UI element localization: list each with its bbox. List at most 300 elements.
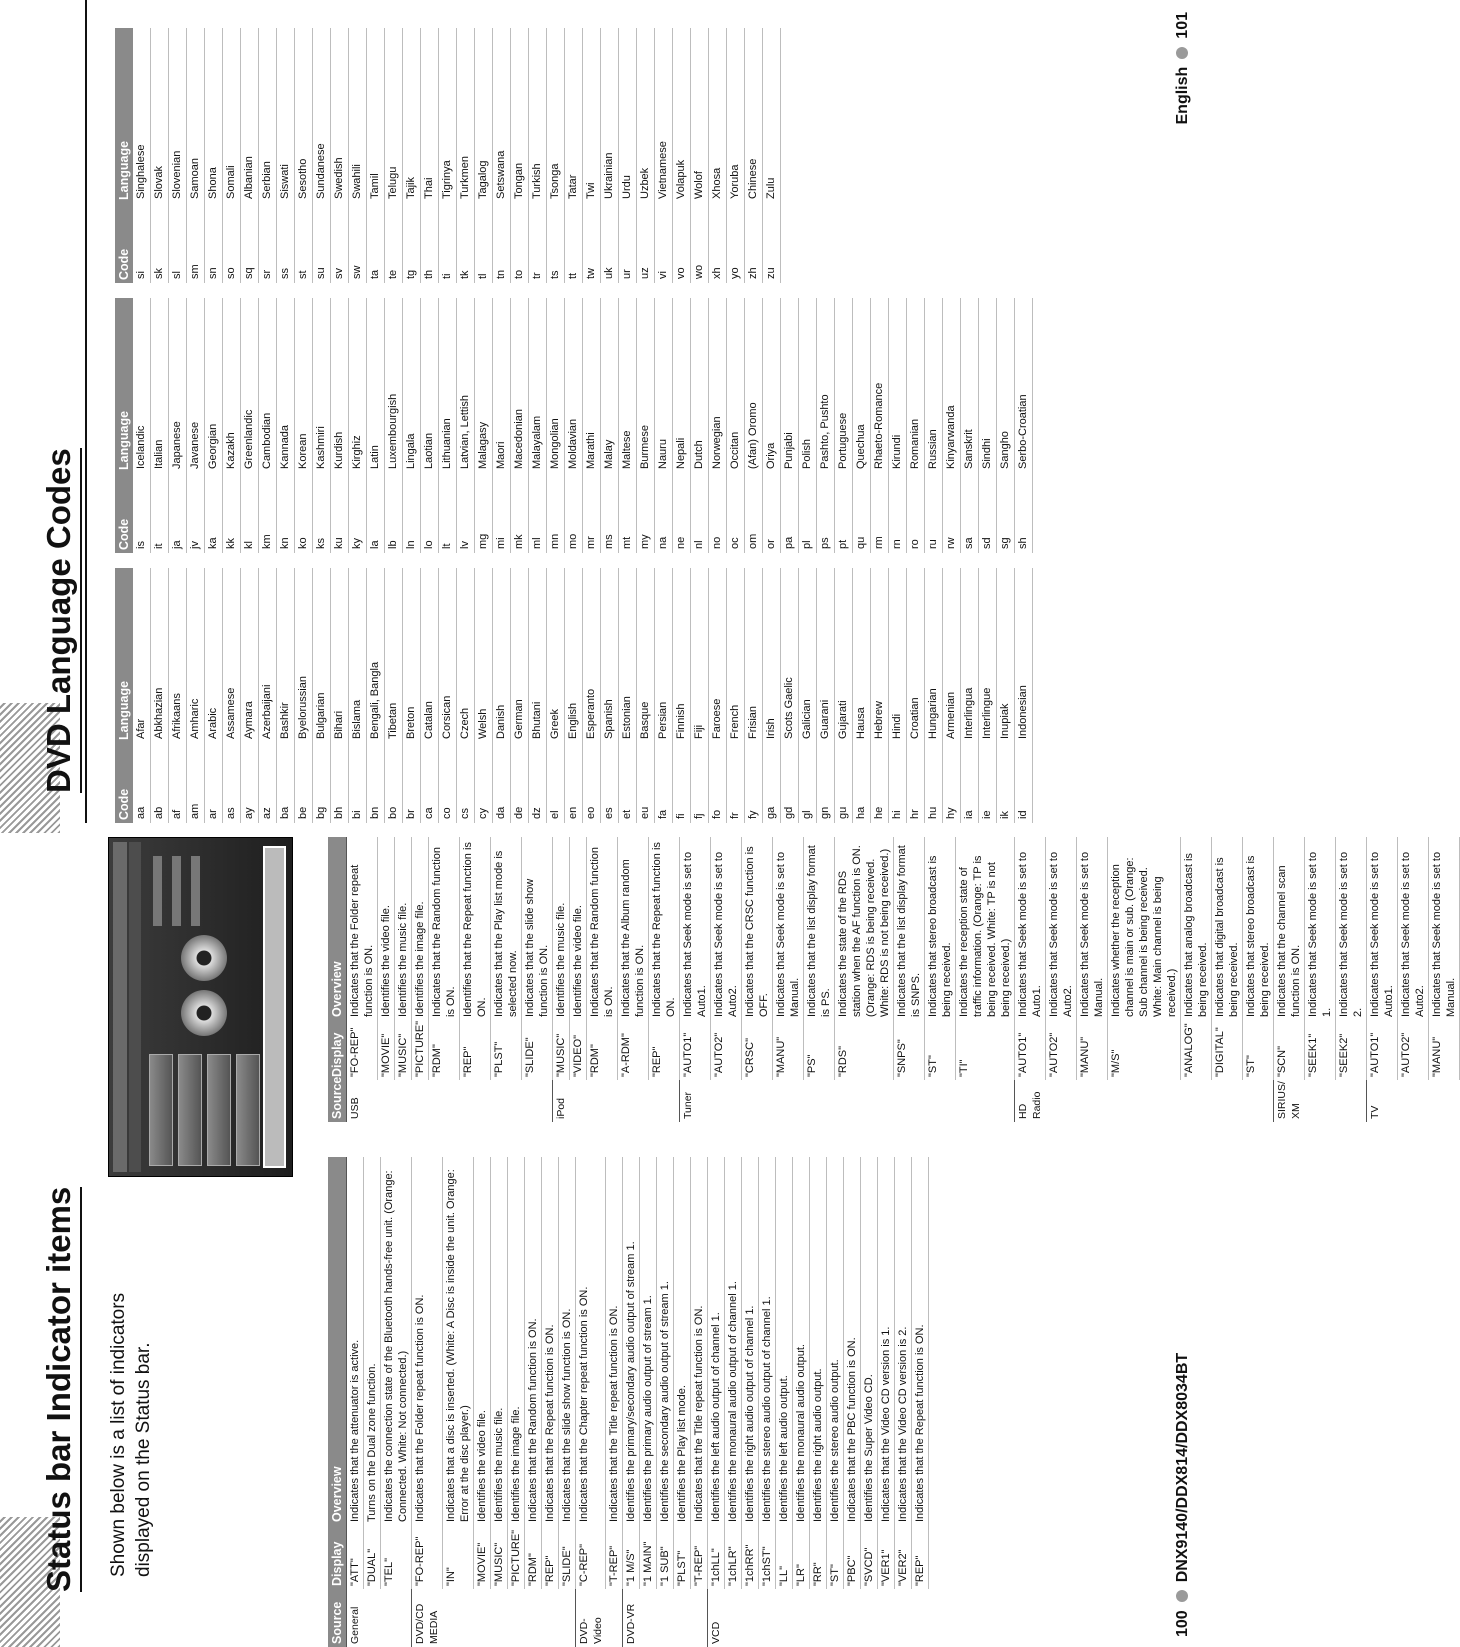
column-header-code: Code — [115, 473, 133, 553]
language-name: Occitan — [727, 298, 745, 473]
language-code: ia — [961, 743, 979, 823]
language-name: Cambodian — [259, 298, 277, 473]
table-row — [745, 298, 763, 553]
footer-language: English — [1174, 66, 1191, 125]
source-cell — [541, 1589, 558, 1647]
table-row — [277, 568, 295, 823]
status-indicator-table-continued — [328, 837, 1460, 1122]
table-row — [565, 298, 583, 553]
table-row — [364, 1157, 381, 1647]
language-code: ps — [817, 473, 835, 553]
language-name: Latin — [367, 298, 385, 473]
table-row — [587, 837, 618, 1122]
table-row — [691, 28, 709, 283]
source-cell — [522, 1080, 553, 1122]
language-code: tt — [565, 203, 583, 283]
language-name: Finnish — [673, 568, 691, 743]
screen-tabs — [129, 842, 141, 1172]
table-row — [1336, 837, 1367, 1122]
language-code: fa — [655, 743, 673, 823]
overview-cell: Indicates that the Album random function is ON. — [618, 837, 649, 1020]
source-cell — [507, 1589, 524, 1647]
language-name: Tajik — [403, 28, 421, 203]
source-cell — [1305, 1080, 1336, 1122]
screen-list — [149, 1054, 265, 1166]
overview-cell: Identifies the monaural audio output. — [793, 1157, 810, 1525]
overview-cell: Indicates that the Repeat function is ON. — [649, 837, 680, 1020]
table-row — [680, 837, 711, 1122]
table-row — [439, 568, 457, 823]
language-code: ml — [529, 473, 547, 553]
language-code: lo — [421, 473, 439, 553]
table-row — [457, 28, 475, 283]
language-code: ja — [169, 473, 187, 553]
language-code: ha — [853, 743, 871, 823]
language-name: Shona — [205, 28, 223, 203]
display-cell: "REP" — [541, 1525, 558, 1589]
language-name: Nepali — [673, 298, 691, 473]
page-title: Status bar Indicator items — [40, 1187, 82, 1592]
table-row — [763, 28, 781, 283]
table-row — [781, 568, 799, 823]
language-code: pt — [835, 473, 853, 553]
table-row — [349, 28, 367, 283]
source-cell — [1243, 1080, 1274, 1122]
table-row — [295, 28, 313, 283]
table-row — [708, 1157, 725, 1647]
language-name: Gujarati — [835, 568, 853, 743]
display-cell: "ST" — [925, 1020, 956, 1080]
language-code: ru — [925, 473, 943, 553]
language-name: Laotian — [421, 298, 439, 473]
overview-cell: Indicates that stereo broadcast is being received. — [1243, 837, 1274, 1020]
language-name: Thai — [421, 28, 439, 203]
overview-cell: Indicates that the slide show function is ON. — [558, 1157, 575, 1525]
display-cell: "DIGITAL" — [1212, 1020, 1243, 1080]
display-cell: "AUTO2" — [1046, 1020, 1077, 1080]
display-cell: "RR" — [810, 1525, 827, 1589]
overview-cell: Indicates that stereo broadcast is being received. — [925, 837, 956, 1020]
language-name: Corsican — [439, 568, 457, 743]
source-cell — [412, 1080, 429, 1122]
overview-cell: Indicates that the slide show function is ON. — [522, 837, 553, 1020]
language-code: ie — [979, 743, 997, 823]
status-indicator-table — [328, 1157, 929, 1647]
language-name: Ukrainian — [601, 28, 619, 203]
display-cell: "CRSC" — [742, 1020, 773, 1080]
language-code: mi — [493, 473, 511, 553]
table-row — [570, 837, 587, 1122]
display-cell: "VER2" — [895, 1525, 912, 1589]
language-code: su — [313, 203, 331, 283]
table-row — [889, 568, 907, 823]
table-row — [943, 298, 961, 553]
table-row — [763, 568, 781, 823]
table-row — [673, 298, 691, 553]
table-row — [421, 298, 439, 553]
table-row — [827, 1157, 844, 1647]
language-code: ay — [241, 743, 259, 823]
column-header-overview: Overview — [328, 1157, 347, 1525]
language-code: ts — [547, 203, 565, 283]
overview-cell: Indicates that the Video CD version is 2. — [895, 1157, 912, 1525]
source-cell: DVD/CD MEDIA — [412, 1589, 443, 1647]
language-code: eu — [637, 743, 655, 823]
language-code: sh — [1015, 473, 1033, 553]
overview-cell: Identifies the left audio output. — [776, 1157, 793, 1525]
language-code: gn — [817, 743, 835, 823]
language-name: Amharic — [187, 568, 205, 743]
table-row — [547, 298, 565, 553]
language-name: Interlingue — [979, 568, 997, 743]
display-cell: "1chLR" — [725, 1525, 742, 1589]
language-code: tg — [403, 203, 421, 283]
table-row — [522, 837, 553, 1122]
table-row — [619, 298, 637, 553]
table-row — [403, 298, 421, 553]
status-bar-screenshot — [108, 837, 293, 1177]
table-row — [759, 1157, 776, 1647]
table-row — [637, 568, 655, 823]
overview-cell: Identifies the right audio output. — [810, 1157, 827, 1525]
table-row — [956, 837, 1015, 1122]
language-code: it — [151, 473, 169, 553]
language-code: fi — [673, 743, 691, 823]
overview-cell: Indicates that the Title repeat function is ON. — [606, 1157, 623, 1525]
overview-cell: Indicates that a disc is inserted. (White: A Disc is inside the unit. Orange: Error at the disc player.) — [442, 1157, 473, 1525]
overview-cell: Indicates that the Folder repeat function is ON. — [412, 1157, 443, 1525]
overview-cell: Indicates that the Play list mode is selected now. — [491, 837, 522, 1020]
table-row — [745, 568, 763, 823]
language-code: sd — [979, 473, 997, 553]
language-name: Pashto, Pushto — [817, 298, 835, 473]
table-row — [742, 1157, 759, 1647]
table-row — [912, 1157, 929, 1647]
table-row — [709, 298, 727, 553]
table-row — [439, 28, 457, 283]
table-row — [331, 298, 349, 553]
table-row — [493, 568, 511, 823]
table-row — [313, 298, 331, 553]
table-row — [727, 568, 745, 823]
table-row — [460, 837, 491, 1122]
source-cell: TV — [1367, 1080, 1398, 1122]
language-name: Afar — [133, 568, 151, 743]
table-row — [187, 298, 205, 553]
language-code: fy — [745, 743, 763, 823]
source-cell: Tuner — [680, 1080, 711, 1122]
language-code: sg — [997, 473, 1015, 553]
language-code: uk — [601, 203, 619, 283]
display-cell: "SCN" — [1274, 1020, 1305, 1080]
language-name: Xhosa — [709, 28, 727, 203]
overview-cell: Indicates that the Repeat function is ON. — [541, 1157, 558, 1525]
table-row — [457, 568, 475, 823]
overview-cell: Identifies the Super Video CD. — [861, 1157, 878, 1525]
column-header-code: Code — [115, 743, 133, 823]
language-name: Czech — [457, 568, 475, 743]
display-cell: "MANU" — [1077, 1020, 1108, 1080]
display-cell: "PLST" — [674, 1525, 691, 1589]
language-code: rm — [871, 473, 889, 553]
table-row — [979, 298, 997, 553]
language-name: Croatian — [907, 568, 925, 743]
language-code: sn — [205, 203, 223, 283]
language-code: hy — [943, 743, 961, 823]
table-row — [742, 837, 773, 1122]
language-code: tn — [493, 203, 511, 283]
right-page — [0, 0, 1209, 823]
language-code: ms — [601, 473, 619, 553]
source-cell — [725, 1589, 742, 1647]
table-row — [133, 298, 151, 553]
display-cell: "SNPS" — [894, 1020, 925, 1080]
source-cell — [895, 1589, 912, 1647]
table-row — [674, 1157, 691, 1647]
table-row — [1305, 837, 1336, 1122]
language-name: Kurdish — [331, 298, 349, 473]
language-name: Korean — [295, 298, 313, 473]
language-name: Rhaeto-Romance — [871, 298, 889, 473]
overview-cell: Indicates the reception state of traffic information. (Orange: TP is being received. White: TP is not being received.) — [956, 837, 1015, 1020]
display-cell: "ST" — [1243, 1020, 1274, 1080]
table-row — [511, 568, 529, 823]
language-name: Greenlandic — [241, 298, 259, 473]
table-row — [565, 28, 583, 283]
overview-cell: Identifies the Play list mode. — [674, 1157, 691, 1525]
source-cell — [759, 1589, 776, 1647]
language-name: Burmese — [637, 298, 655, 473]
overview-cell: Indicates that the Random function is ON. — [429, 837, 460, 1020]
language-code: ca — [421, 743, 439, 823]
overview-cell: Identifies the image file. — [412, 837, 429, 1020]
table-row — [412, 837, 429, 1122]
language-code: mo — [565, 473, 583, 553]
language-name: Marathi — [583, 298, 601, 473]
table-row — [169, 298, 187, 553]
status-bar-highlight — [263, 846, 286, 1168]
table-row — [804, 837, 835, 1122]
language-code: eo — [583, 743, 601, 823]
table-row — [133, 28, 151, 283]
display-cell: "REP" — [912, 1525, 929, 1589]
table-row — [601, 28, 619, 283]
language-name: Bengali, Bangla — [367, 568, 385, 743]
language-code: sw — [349, 203, 367, 283]
table-row — [871, 298, 889, 553]
table-row — [961, 568, 979, 823]
table-row — [511, 28, 529, 283]
table-row — [295, 568, 313, 823]
language-code: es — [601, 743, 619, 823]
language-name: Zulu — [763, 28, 781, 203]
table-row — [649, 837, 680, 1122]
overview-cell: Indicates that Seek mode is set to Auto2. — [1046, 837, 1077, 1020]
language-name: Punjabi — [781, 298, 799, 473]
language-name: Tigrinya — [439, 28, 457, 203]
language-code: tl — [475, 203, 493, 283]
table-row — [475, 28, 493, 283]
language-code: jv — [187, 473, 205, 553]
language-name: Latvian, Lettish — [457, 298, 475, 473]
table-row — [691, 568, 709, 823]
column-header-source: Source — [328, 1589, 347, 1647]
column-header-display: Display — [328, 1020, 347, 1080]
language-code: oc — [727, 473, 745, 553]
display-cell: "1chST" — [759, 1525, 776, 1589]
column-header-overview: Overview — [328, 837, 347, 1020]
table-row — [205, 28, 223, 283]
overview-cell: Identifies the secondary audio output of stream 1. — [657, 1157, 674, 1525]
language-name: Frisian — [745, 568, 763, 743]
table-row — [925, 568, 943, 823]
language-name: (Afan) Oromo — [745, 298, 763, 473]
table-row — [745, 28, 763, 283]
language-name: Tibetan — [385, 568, 403, 743]
language-name: Afrikaans — [169, 568, 187, 743]
language-code: uz — [637, 203, 655, 283]
column-header-language: Language — [115, 298, 133, 473]
table-row — [473, 1157, 490, 1647]
source-cell — [524, 1589, 541, 1647]
language-name: Irish — [763, 568, 781, 743]
table-row — [187, 568, 205, 823]
table-row — [439, 298, 457, 553]
table-row — [378, 837, 395, 1122]
language-name: Javanese — [187, 298, 205, 473]
overview-cell: Indicates that the channel scan function is ON. — [1274, 837, 1305, 1020]
left-page — [0, 823, 1457, 1647]
language-name: Malay — [601, 298, 619, 473]
language-name: Siswati — [277, 28, 295, 203]
display-cell: "1chLL" — [708, 1525, 725, 1589]
display-cell: "1 M/S" — [623, 1525, 640, 1589]
source-cell — [1336, 1080, 1367, 1122]
language-code: ik — [997, 743, 1015, 823]
table-row — [861, 1157, 878, 1647]
table-row — [583, 568, 601, 823]
source-cell: iPod — [553, 1080, 570, 1122]
overview-cell: Indicates that digital broadcast is being received. — [1212, 837, 1243, 1020]
language-name: Japanese — [169, 298, 187, 473]
table-row — [347, 837, 378, 1122]
language-code: tr — [529, 203, 547, 283]
table-row — [511, 298, 529, 553]
language-code: yo — [727, 203, 745, 283]
overview-cell: Indicates that the Folder repeat function is ON. — [347, 837, 378, 1020]
table-row — [151, 298, 169, 553]
display-cell: "MUSIC" — [553, 1020, 570, 1080]
language-code: sv — [331, 203, 349, 283]
overview-cell: Indicates that the Title repeat function is ON. — [691, 1157, 708, 1525]
display-cell: "PICTURE" — [412, 1020, 429, 1080]
source-cell — [878, 1589, 895, 1647]
language-code: or — [763, 473, 781, 553]
language-name: Tongan — [511, 28, 529, 203]
language-name: Sangho — [997, 298, 1015, 473]
language-code: kn — [277, 473, 295, 553]
display-cell: "IN" — [442, 1525, 473, 1589]
language-name: Romanian — [907, 298, 925, 473]
overview-cell: Indicates that the Video CD version is 1. — [878, 1157, 895, 1525]
language-name: Urdu — [619, 28, 637, 203]
table-row — [844, 1157, 861, 1647]
language-code: mr — [583, 473, 601, 553]
language-code: el — [547, 743, 565, 823]
overview-cell: Indicates that Seek mode is set to Auto1. — [1015, 837, 1046, 1020]
table-row — [507, 1157, 524, 1647]
column-header-display: Display — [328, 1525, 347, 1589]
language-code: pl — [799, 473, 817, 553]
table-row — [547, 568, 565, 823]
language-name: Abkhazian — [151, 568, 169, 743]
language-code: no — [709, 473, 727, 553]
language-name: Kirghiz — [349, 298, 367, 473]
language-code: th — [421, 203, 439, 283]
language-code: qu — [853, 473, 871, 553]
table-row — [367, 568, 385, 823]
display-cell: "ANALOG" — [1181, 1020, 1212, 1080]
table-row — [205, 298, 223, 553]
language-name: Hebrew — [871, 568, 889, 743]
table-row — [895, 1157, 912, 1647]
language-name: English — [565, 568, 583, 743]
language-code: tw — [583, 203, 601, 283]
overview-cell: Identifies the primary audio output of stream 1. — [640, 1157, 657, 1525]
language-code: bo — [385, 743, 403, 823]
language-name: Inupiak — [997, 568, 1015, 743]
overview-cell: Identifies the video file. — [473, 1157, 490, 1525]
language-name: Tsonga — [547, 28, 565, 203]
language-name: Bihari — [331, 568, 349, 743]
display-cell: "REP" — [649, 1020, 680, 1080]
source-cell — [674, 1589, 691, 1647]
source-cell — [827, 1589, 844, 1647]
language-name: Volapuk — [673, 28, 691, 203]
language-name: Fiji — [691, 568, 709, 743]
source-cell — [861, 1589, 878, 1647]
language-code: bh — [331, 743, 349, 823]
language-code: ur — [619, 203, 637, 283]
overview-cell: Indicates that the PBC function is ON. — [844, 1157, 861, 1525]
language-code: vo — [673, 203, 691, 283]
table-row — [475, 298, 493, 553]
table-row — [529, 568, 547, 823]
overview-cell: Indicates that the attenuator is active. — [347, 1157, 364, 1525]
language-code: mt — [619, 473, 637, 553]
source-cell — [442, 1589, 473, 1647]
language-code: af — [169, 743, 187, 823]
display-cell: "MOVIE" — [378, 1020, 395, 1080]
overview-cell: Identifies the music file. — [395, 837, 412, 1020]
language-code: vi — [655, 203, 673, 283]
table-row — [727, 298, 745, 553]
language-code: kk — [223, 473, 241, 553]
source-cell — [804, 1080, 835, 1122]
source-cell — [1046, 1080, 1077, 1122]
overview-cell: Indicates that Seek mode is set to 1. — [1305, 837, 1336, 1020]
table-row — [1274, 837, 1305, 1122]
table-row — [889, 298, 907, 553]
language-code: gl — [799, 743, 817, 823]
screen-header — [113, 842, 127, 1172]
overview-cell: Indicates that Seek mode is set to Manual. — [1429, 837, 1460, 1020]
language-name: Somali — [223, 28, 241, 203]
table-row — [575, 1157, 606, 1647]
language-name: Breton — [403, 568, 421, 743]
column-header-code: Code — [115, 203, 133, 283]
table-row — [421, 28, 439, 283]
